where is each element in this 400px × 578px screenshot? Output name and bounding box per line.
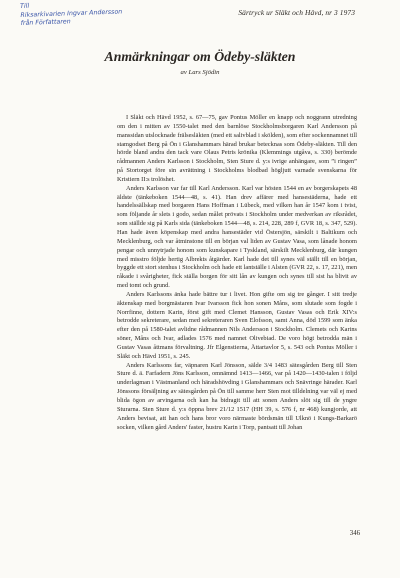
dedication-line: Till: [20, 2, 30, 10]
article-byline: av Lars Sjödin: [180, 69, 220, 76]
paragraph: I Släkt och Hävd 1952, s. 67—75, gav Pontus Möller en knapp och noggrann utredning om den i mitten av 1550-talet med den barnlöse Stockholmsborgaren Karl Andersson på manssidan utslocknade frälsesläkten (med ett salivblad i skölden), som efter sockennamnet till stamgodset Berg på Ön i Glanshammars härad brukar betecknas som Ödeby-släkten. Till den hörde bland andra den tack vare Olaus Petris krönika (Klemmings utgåva, s. 330) berömde rådmannen Anders Karlsson i Stockholm, Sten Sture d. y:s ivrige anhängare, som ”i ringen” på Stortorget före sin avrättning i Stockholms blodbad högljutt varnade svenskarna för Kristiern II:s trolöshet.: [117, 114, 357, 183]
paragraph: Anders Karlssons änka hade bättre tur i livet. Hon gifte om sig tre gånger. I sitt tredje äktenskap med borgmästaren Ivar Ivarsson fick hon sonen Måns, som slutade som fogde i Norrfinne, dottern Karin, först gift med Clemet Hansson, Gustav Vasas och Erik XIV:s betrodde sekreterare, sedan med sekreteraren Sven Elofsson, samt Anna, död 1599 som änka efter den på 1580-talet avlidne rådmannen Nils Andersson i Stockholm. Clemets och Karins söner, Måns och Ivar, adlades 1576 med namnet Olivebiad. De voro högt betrodda män i Gustav Vasas åttmans förvaltning. Jfr Elgenstierna, Ättartavlor 5, s. 543 och Pontus Möller i Släkt och Hävd 1951, s. 245.: [117, 290, 357, 360]
article-title: Anmärkningar om Ödeby-släkten: [104, 49, 296, 64]
paragraph: Anders Karlssons far, väpnaren Karl Jönsson, sälde 3/4 1483 sätesgården Berg till Sten Sture d. ä. Farfadern Jöns Karlsson, omnämnd 1413—1466, var på 1420—1430-talen i följd underlagman i Västmanland och häradshövding i Glanshammars och Snävringe härader. Karl Jönssons försäljning av sätesgården på Ön till samme herr Sten mot tilldelning var väl ej med blida ögon av arvingarna och kan ha bidragit till att sonen Anders slöt sig till de yngre Sturarna. Sten Sture d. y:s öppna brev 21/12 1517 (HH 39, s. 576 f, nr 468) kungjorde, att Anders bevisat, att han och hans bror voro närmaste bördsmän till Ulknö i Kungs-Barkarö socken, vilken gård Anders' faster, hustru Karin i Torp, pantsatt till Johan: [117, 361, 357, 431]
dedication-line: från Författaren: [20, 18, 71, 28]
dedication-line: Riksarkivarien Ingvar Andersson: [20, 8, 123, 19]
article-body: [117, 114, 357, 432]
offprint-reference: Särtryck ur Släkt och Hävd, nr 3 1973: [238, 8, 355, 17]
paragraph: Anders Karlsson var far till Karl Andersson. Karl var hösten 1544 en av borgerskapets 48 äldste (tänkeboken 1544—48, s. 41). Han drev affärer med hansestäderna, hade ett handelssällskap med borgaren Hans Hoffman i Lübeck, med vilken han år 1547 kom i tvist, som följande år slets i godo, sedan målet prövats i Stockholm under medverkan av riksrådet, som ställde sig på Karls sida (tänkeboken 1544—48, s. 214, 228, 289 f, GVR 18, s. 347, 529). Han hade även köpenskap med andra hansestäder vid Östersjön, särskilt i Baltikum och Mecklenburg, och var åtminstone till en början val liden av Gustav Vasa, som lånade honom pengar och unnytrjade honom som kunskapare i Tyskland, särskilt Mecklenburg, där kungen med misstro följde hertig Albrekts åtgärder. Karl hade det till synes väl ställt till en början, byggde ett stort stenhus i Stockholm och hade ett lantställe i Alsten (GVR 22, s. 17, 221), men råkade i svårigheter, fick ställa borgen för sitt lån av kungen och synes till sist ha blivit av med tomt och grund.: [117, 184, 357, 290]
handwritten-dedication: [20, 0, 171, 29]
page-number: 346: [349, 530, 360, 537]
